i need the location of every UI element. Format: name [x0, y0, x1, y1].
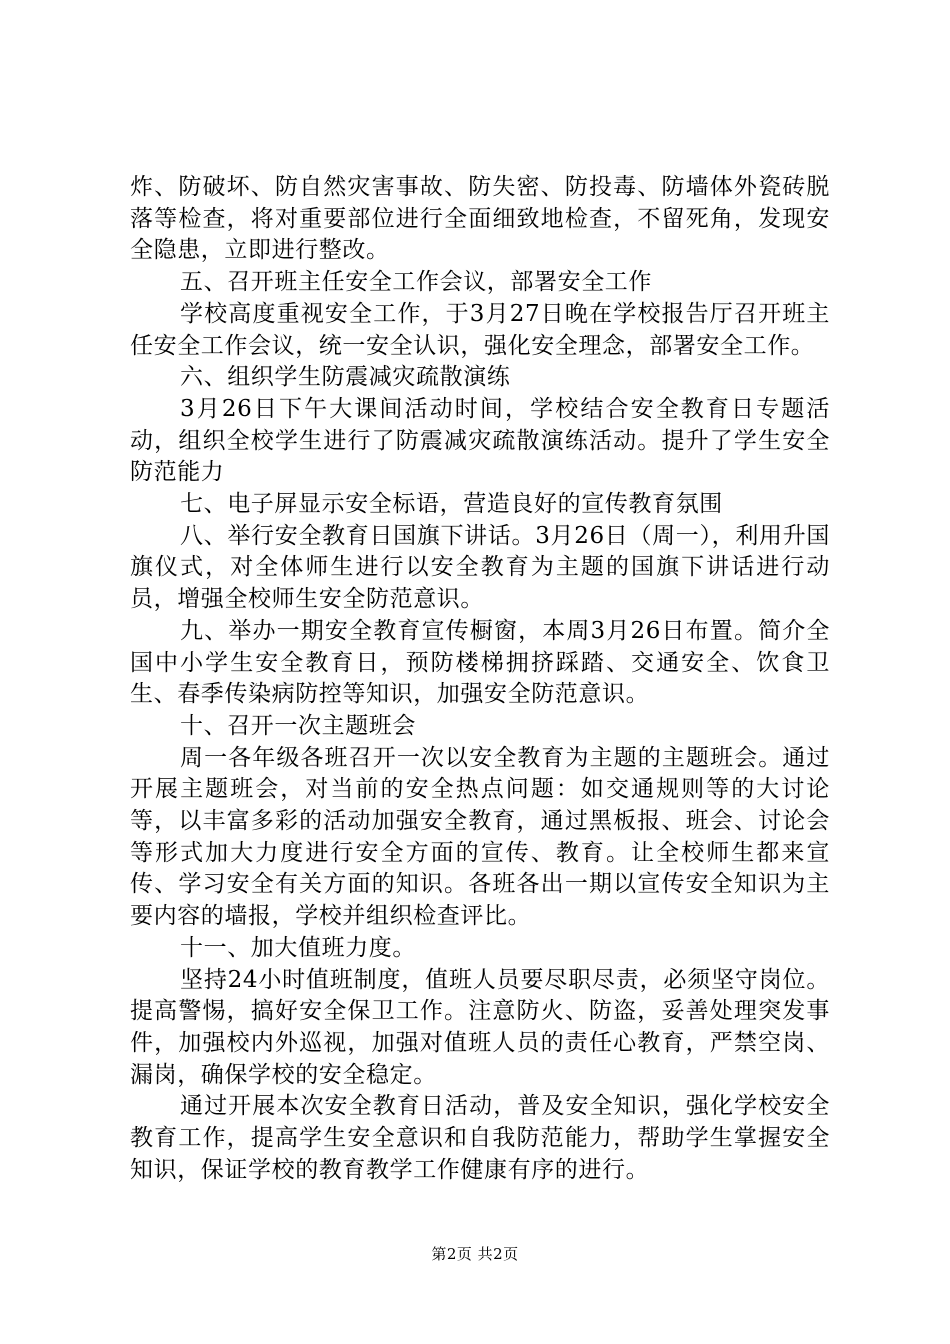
heading-section-10: 十、召开一次主题班会: [180, 712, 416, 739]
paragraph-conclusion: 通过开展本次安全教育日活动，普及安全知识，强化学校安全教育工作，提高学生安全意识和自我防范能力，帮助学生掌握安全知识，保证学校的教育教学工作健康有序的进行。: [130, 1093, 830, 1183]
paragraph-section-8: 八、举行安全教育日国旗下讲话。3月26日（周一），利用升国旗仪式，对全体师生进行以安全教育为主题的国旗下讲话进行动员，增强全校师生安全防范意识。: [130, 522, 830, 613]
heading-section-5: 五、召开班主任安全工作会议，部署安全工作: [180, 269, 652, 296]
paragraph-section-5: 学校高度重视安全工作，于3月27日晚在学校报告厅召开班主任安全工作会议，统一安全认识，强化安全理念，部署安全工作。: [130, 300, 830, 359]
paragraph-1: 炸、防破坏、防自然灾害事故、防失密、防投毒、防墙体外瓷砖脱落等检查，将对重要部位进行全面细致地检查，不留死角，发现安全隐患，立即进行整改。: [130, 174, 830, 264]
heading-section-6: 六、组织学生防震减灾疏散演练: [180, 364, 511, 391]
document-body: [130, 172, 830, 1187]
page-number-footer: 第2页 共2页: [431, 1245, 519, 1263]
heading-section-11: 十一、加大值班力度。: [180, 934, 416, 961]
paragraph-section-9: 九、举办一期安全教育宣传橱窗，本周3月26日布置。简介全国中小学生安全教育日，预防楼梯拥挤踩踏、交通安全、饮食卫生、春季传染病防控等知识，加强安全防范意识。: [130, 617, 830, 708]
paragraph-section-6: 3月26日下午大课间活动时间，学校结合安全教育日专题活动，组织全校学生进行了防震减灾疏散演练活动。提升了学生安全防范能力: [130, 395, 830, 486]
paragraph-section-10: 周一各年级各班召开一次以安全教育为主题的主题班会。通过开展主题班会，对当前的安全热点问题：如交通规则等的大讨论等，以丰富多彩的活动加强安全教育，通过黑板报、班会、讨论会等形式加大力度进行安全方面的宣传、教育。让全校师生都来宣传、学习安全有关方面的知识。各班各出一期以宣传安全知识为主要内容的墙报，学校并组织检查评比。: [130, 744, 830, 930]
paragraph-section-11: 坚持24小时值班制度，值班人员要尽职尽责，必须坚守岗位。提高警惕，搞好安全保卫工作。注意防火、防盗，妥善处理突发事件，加强校内外巡视，加强对值班人员的责任心教育，严禁空岗、漏岗，确保学校的安全稳定。: [130, 966, 830, 1088]
heading-section-7: 七、电子屏显示安全标语，营造良好的宣传教育氛围: [180, 491, 723, 518]
